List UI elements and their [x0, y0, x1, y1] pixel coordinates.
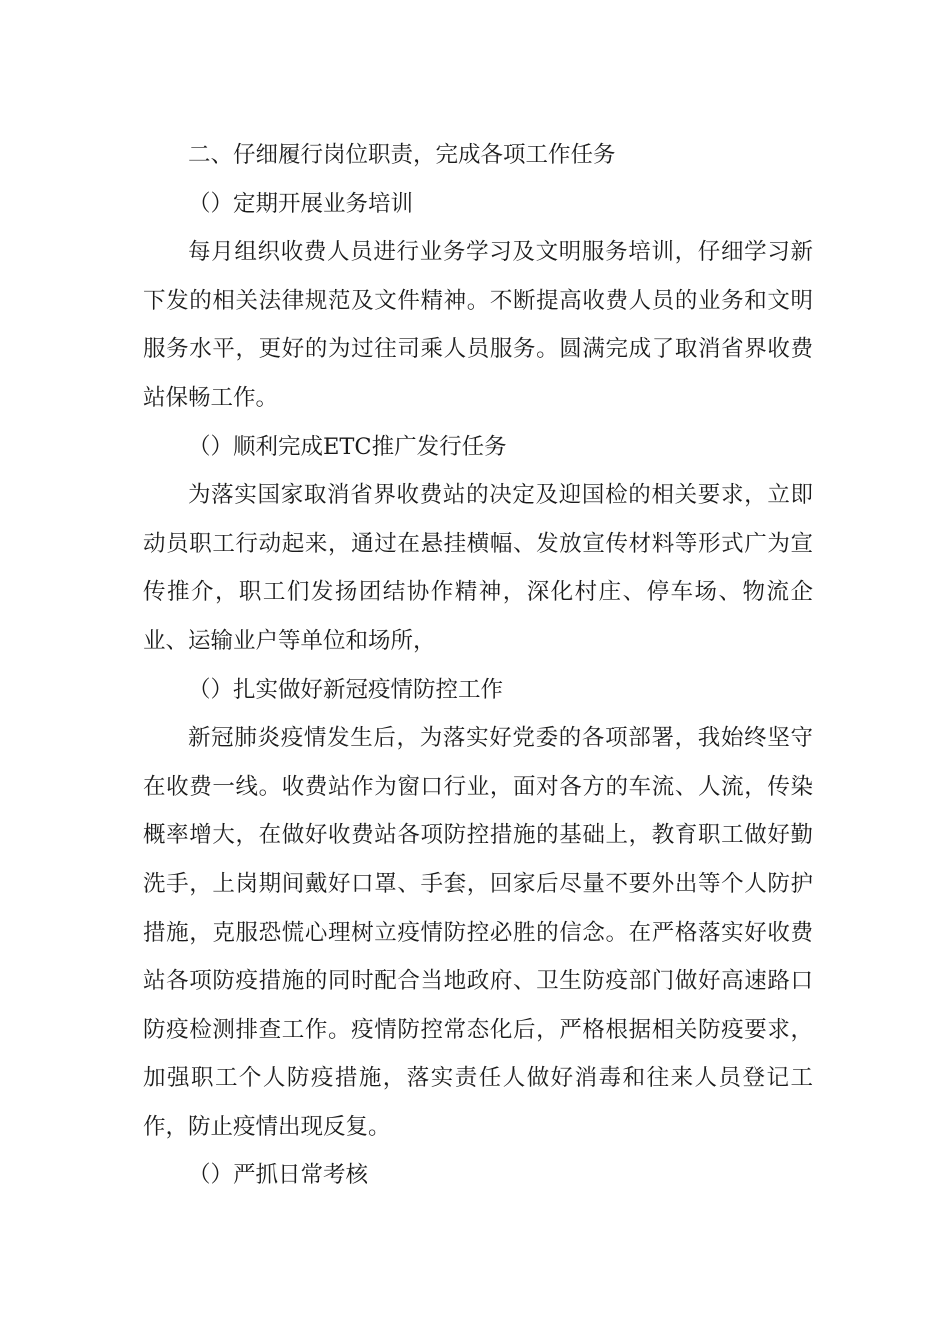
section-heading: 二、仔细履行岗位职责，完成各项工作任务	[188, 142, 616, 168]
item-heading-training: （）定期开展业务培训	[188, 190, 414, 217]
item-heading-assessment: （）严抓日常考核	[188, 1162, 369, 1189]
item-heading-etc: （）顺利完成ETC推广发行任务	[188, 433, 507, 460]
item-body-training: 每月组织收费人员进行业务学习及文明服务培训，仔细学习新下发的相关法律规范及文件精神。不断提高收费人员的业务和文明服务水平，更好的为过往司乘人员服务。圆满完成了取消省界收费站保畅工作。	[143, 239, 813, 411]
document-body	[143, 131, 813, 1200]
item-heading-epidemic: （）扎实做好新冠疫情防控工作	[188, 676, 504, 703]
item-body-etc: 为落实国家取消省界收费站的决定及迎国检的相关要求，立即动员职工行动起来，通过在悬挂横幅、发放宣传材料等形式广为宣传推介，职工们发扬团结协作精神，深化村庄、停车场、物流企业、运输业户等单位和场所，	[143, 482, 813, 654]
item-body-epidemic: 新冠肺炎疫情发生后，为落实好党委的各项部署，我始终坚守在收费一线。收费站作为窗口行业，面对各方的车流、人流，传染概率增大，在做好收费站各项防控措施的基础上，教育职工做好勤洗手，上岗期间戴好口罩、手套，回家后尽量不要外出等个人防护措施，克服恐慌心理树立疫情防控必胜的信念。在严格落实好收费站各项防疫措施的同时配合当地政府、卫生防疫部门做好高速路口防疫检测排查工作。疫情防控常态化后，严格根据相关防疫要求，加强职工个人防疫措施，落实责任人做好消毒和往来人员登记工作，防止疫情出现反复。	[143, 725, 813, 1140]
